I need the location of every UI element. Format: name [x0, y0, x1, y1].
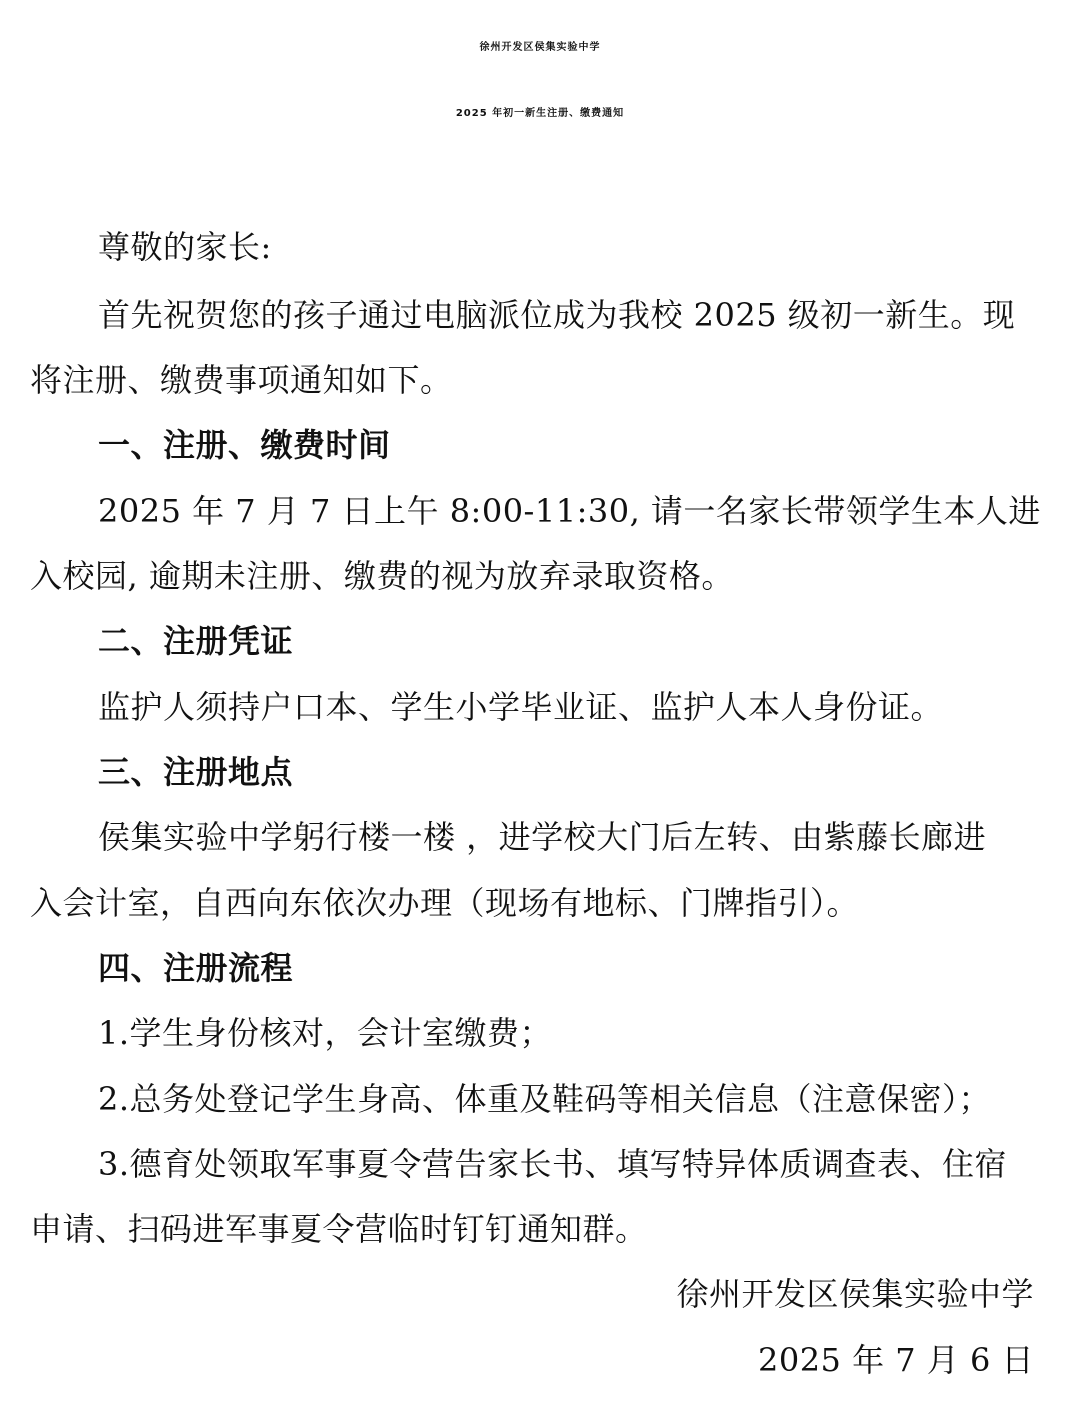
section-location-line-2: 入会计室，自西向东依次办理（现场有地标、门牌指引）。 — [30, 884, 860, 922]
notice-date: 2025 年 7 月 6 日 — [757, 1341, 1034, 1379]
section-heading-location: 三、注册地点 — [98, 753, 294, 791]
section-process-line-2: 2.总务处登记学生身高、体重及鞋码等相关信息（注意保密）； — [98, 1080, 992, 1118]
section-credentials-line-1: 监护人须持户口本、学生小学毕业证、监护人本人身份证。 — [98, 688, 944, 726]
section-heading-process: 四、注册流程 — [98, 949, 294, 987]
signature: 徐州开发区侯集实验中学 — [676, 1275, 1034, 1313]
notice-title-line1: 徐州开发区侯集实验中学 — [479, 42, 601, 53]
section-time-line-1: 2025 年 7 月 7 日上午 8:00-11:30, 请一名家长带领学生本人进 — [98, 492, 1041, 530]
section-process-line-3: 3.德育处领取军事夏令营告家长书、填写特异体质调查表、住宿 — [98, 1145, 1008, 1183]
intro-line-1: 首先祝贺您的孩子通过电脑派位成为我校 2025 级初一新生。现 — [98, 296, 1016, 334]
intro-line-2: 将注册、缴费事项通知如下。 — [30, 361, 453, 399]
section-heading-time: 一、注册、缴费时间 — [98, 426, 391, 464]
notice-title-line2: 2025 年初一新生注册、缴费通知 — [455, 108, 625, 119]
section-process-line-4: 申请、扫码进军事夏令营临时钉钉通知群。 — [30, 1210, 648, 1248]
section-process-line-1: 1.学生身份核对，会计室缴费； — [98, 1014, 553, 1052]
section-location-line-1: 侯集实验中学躬行楼一楼 ，进学校大门后左转、由紫藤长廊进 — [98, 818, 987, 856]
section-time-line-2: 入校园, 逾期未注册、缴费的视为放弃录取资格。 — [30, 557, 734, 595]
section-heading-credentials: 二、注册凭证 — [98, 622, 294, 660]
salutation: 尊敬的家长: — [98, 228, 272, 266]
